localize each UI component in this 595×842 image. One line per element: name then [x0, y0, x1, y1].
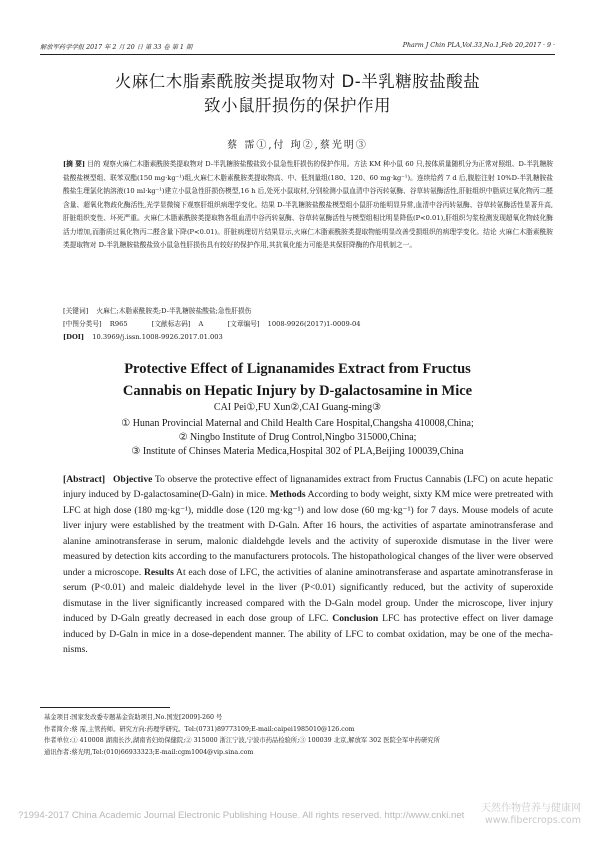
affiliation-2: ② Ningbo Institute of Drug Control,Ningbo 315000,China;	[178, 432, 417, 443]
doi-label: [DOI]	[63, 333, 85, 341]
watermark-line1: 天然作物营养与健康网	[481, 803, 581, 814]
authors-en: CAI Pei①,FU Xun②,CAI Guang-ming③	[213, 402, 382, 413]
abstract-cn-text: 目的 观察火麻仁木脂素酰胺类提取物对 D-半乳糖胺盐酸盐致小鼠急性肝损伤的保护作用。方法 KM 种小鼠 60 只,按体质量随机分为正常对照组、D-半乳糖胺盐酸盐模型组、联苯双酯(150 mg·kg⁻¹)组,火麻仁木脂素酰胺类提取物高、中、低剂量组(180、120、60 mg·kg⁻¹)。连续给药 7 d 后,腹腔注射 10%D-半乳糖胺盐酸盐生理氯化钠溶液(10 ml·kg⁻¹)建立小鼠急性肝损伤模型,16 h 后,处死小鼠取材,分别检测小鼠血清中谷丙转氨酶、谷草转氨酶活性,肝脏组织中脂质过氧化物丙二醛含量、超氧化物歧化酶活性,光学显微镜下观察肝组织病理学变化。结果 D-半乳糖胺盐酸盐模型组小鼠肝功能明显异常,血清中谷丙转氨酶、谷草转氨酶活性显著升高,肝脏组织变性、坏死严重。火麻仁木脂素酰胺类提取物各组血清中谷丙转氨酶、谷草转氨酶活性与模型组相比明显降低(P<0.01),肝组织匀浆检测发现超氧化物歧化酶活力增加,而脂质过氧化物丙二醛含量下降(P<0.01)。肝脏病理切片结果显示,火麻仁木脂素酰胺类提取物能明显改善受损组织的病理学变化。结论 火麻仁木脂素酰胺类提取物对 D-半乳糖胺盐酸盐致小鼠急性肝损伤具有较好的保护作用,其抗氧化能力可能是其保肝降酶的作用机制之一。	[63, 160, 553, 249]
running-head-left: 解放军药学学报 2017 年 2 月 20 日 第 33 卷 第 1 期	[40, 44, 193, 51]
objective-label: Objective	[112, 474, 153, 485]
footnote-author: 作者简介:蔡 霈,主管药师。研究方向:药理学研究。Tel:(0731)89773109;E-mail:caipei1985010@126.com	[44, 725, 355, 733]
title-cn-line2: 致小鼠肝损伤的保护作用	[204, 96, 391, 115]
title-en-line2: Cannabis on Hepatic Injury by D-galactosamine in Mice	[122, 383, 473, 399]
running-head	[40, 40, 555, 55]
doc-code-value: A	[198, 320, 204, 328]
footnote-affiliation: 作者单位:① 410008 湖南长沙,湖南省妇幼保健院;② 315000 浙江宁波,宁波市药品检验所;③ 100039 北京,解放军 302 医院全军中药研究所	[44, 737, 440, 744]
footnotes	[44, 712, 559, 758]
affiliation-1: ① Hunan Provincial Maternal and Child Health Care Hospital,Changsha 410008,China;	[121, 418, 474, 429]
footnote-divider	[40, 707, 170, 708]
objective-text: To observe the protective effect of lignanamides extract from Fructus Cannabis (LFC) on acute hepatic injury induced by D-galactosamine(D-Galn) in mice.	[63, 474, 553, 501]
article-no-label: [文章编号]	[227, 320, 260, 328]
results-text: At each dose of LFC, the activities of alanine aminotransferase and aspartate aminotransferase in serum (P<0.01) and maleic dialdehyde level in the liver (P<0.01) significantly reduced, but the activity of superoxide dismutase in the liver significantly increased compared with the D-Galn model group. Under the microscope, liver injury induced by D-Galn greatly decreased in each dose group of LFC.	[63, 566, 553, 625]
abstract-cn-label: [摘 要]	[63, 160, 86, 168]
results-label: Results	[143, 566, 174, 578]
doi-value: 10.3969/j.issn.1008-9926.2017.01.003	[92, 333, 223, 341]
copyright-line: ?1994-2017 China Academic Journal Electronic Publishing House. All rights reserved. http://www.cnki.net	[18, 810, 465, 821]
title-cn-line1: 火麻仁木脂素酰胺类提取物对 D-半乳糖胺盐酸盐	[114, 72, 481, 91]
footnote-corresponding: 通讯作者:蔡光明,Tel:(010)66933323;E-mail:cgm1004@vip.sina.com	[44, 748, 254, 756]
authors-cn: 蔡 霈①,付 珣②,蔡光明③	[227, 140, 368, 151]
methods-label: Methods	[269, 489, 306, 501]
abstract-en	[63, 472, 553, 657]
doc-code-label: [文献标志码]	[151, 320, 191, 328]
watermark	[481, 803, 581, 826]
clc-value: R965	[109, 320, 128, 328]
keywords-cn-text: 火麻仁;木脂素酰胺类;D-半乳糖胺盐酸盐;急性肝损伤	[96, 307, 252, 315]
footnote-fund: 基金项目:国家发改委专题基金资助项目,No.国发[2009]-260 号	[44, 714, 223, 721]
conclusion-label: Conclusion	[332, 613, 379, 625]
article-no-value: 1008-9926(2017)1-0009-04	[267, 320, 361, 328]
running-head-right: Pharm J Chin PLA,Vol.33,No.1,Feb 20,2017 · 9 ·	[402, 42, 555, 49]
methods-text: According to body weight, sixty KM mice were pretreated with LFC at high dose (180 mg·kg⁻¹), middle dose (120 mg·kg⁻¹) and low dose (60 mg·kg⁻¹) for 7 days. Mouse models of acute liver injury were established by the treatment with D-Galn. After 16 hours, the activities of aspartate aminotransferase and alanine aminotransferase in serum, malonic dialdehgde levels and the activity of superoxide dismutase in the liver were measured by detection kits according to the manufacturers protocols. The histopathological changes of the liver were observed under a microscope.	[63, 489, 554, 578]
abstract-cn	[63, 158, 553, 253]
abstract-en-label: [Abstract]	[63, 474, 106, 485]
clc-label: [中图分类号]	[63, 320, 102, 328]
keywords-cn-label: [关键词]	[63, 307, 89, 315]
keywords-cn	[63, 305, 553, 318]
title-en-line1: Protective Effect of Lignanamides Extract from Fructus	[124, 361, 471, 377]
watermark-line2: www.fibercrops.com	[484, 815, 581, 826]
doi-line	[63, 331, 553, 344]
classification-line	[63, 318, 553, 331]
conclusion-text: LFC has protective effect on liver damage induced by D-Galn in mice in a dose-dependent manner. The ability of LFC to combat oxidation, may be one of the mechanisms.	[63, 613, 553, 655]
affiliation-3: ③ Institute of Chinses Materia Medica,Hospital 302 of PLA,Beijing 100039,China	[131, 446, 464, 457]
